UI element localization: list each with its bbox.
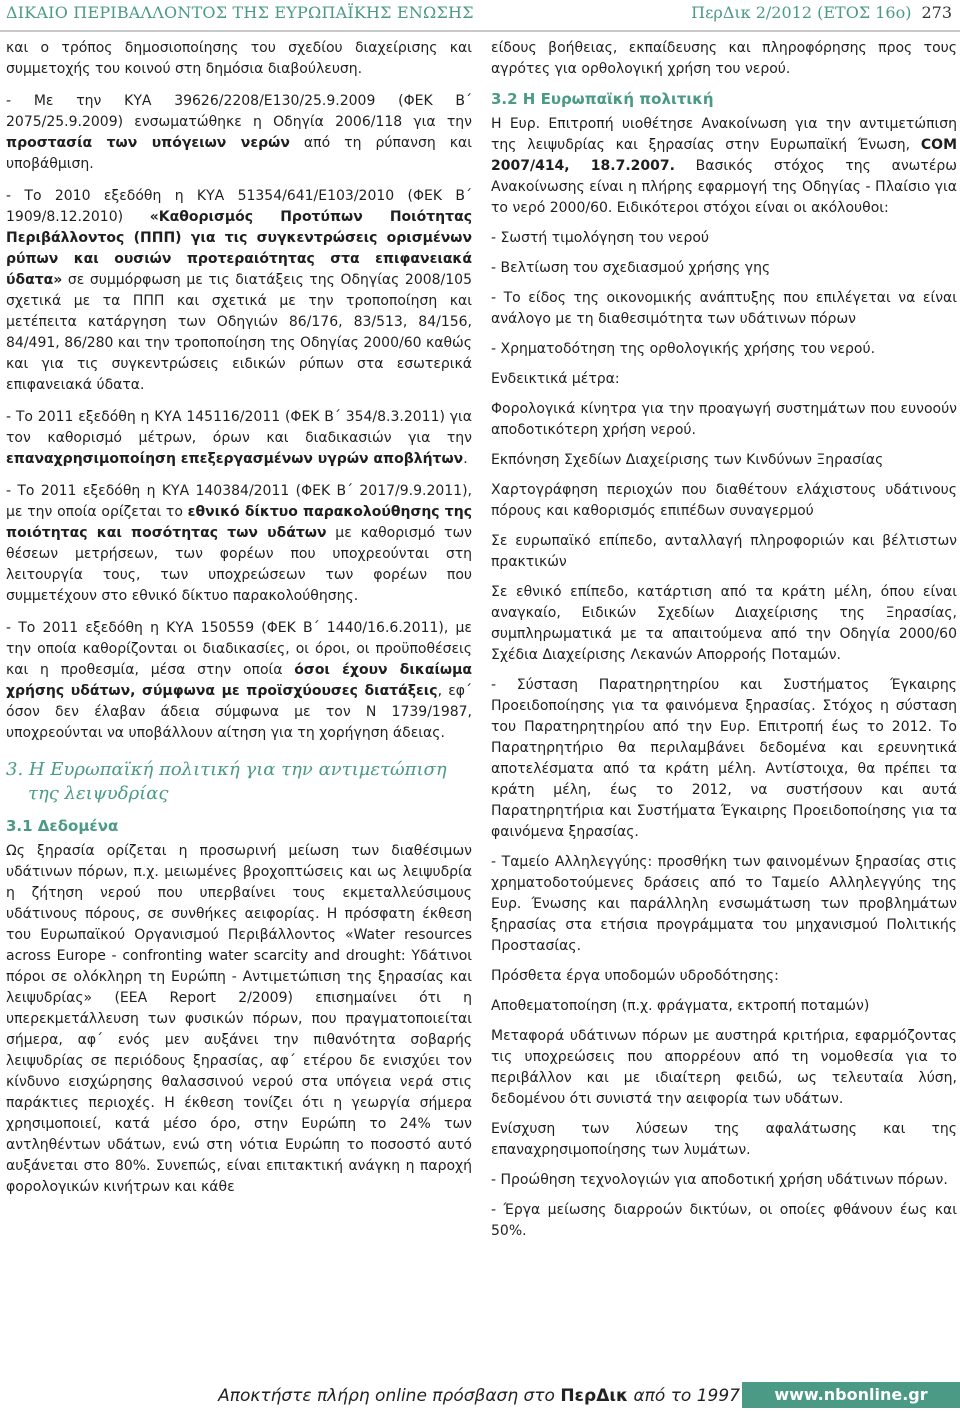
paragraph: Μεταφορά υδάτινων πόρων με αυστηρά κριτήρια, εφαρμόζοντας τις υποχρεώσεις που απορρέουν από τη νομοθεσία για το περιβάλλον και με ιδιαίτερη φειδώ, ως τελευταία λύση, δεδομένου ότι συνιστά την αειφορία των υδάτων. (491, 1028, 957, 1107)
paragraph: Φορολογικά κίνητρα για την προαγωγή συστημάτων που ευνοούν αποδοτικότερη χρήση νερού. (491, 401, 957, 438)
list-item: - Έργα μείωσης διαρροών δικτύων, οι οποίες φθάνουν έως και 50%. (491, 1202, 957, 1239)
paragraph: Αποθεματοποίηση (π.χ. φράγματα, εκτροπή ποταμών) (491, 998, 870, 1014)
paragraph: - Το 2011 εξεδόθη η ΚΥΑ 145116/2011 (ΦΕΚ Β΄ 354/8.3.2011) για τον καθορισμό μέτρων, όρων και διαδικασιών για την επαναχρησιμοποίηση επεξεργασμένων υγρών αποβλήτων. (6, 409, 472, 467)
paragraph: Σε ευρωπαϊκό επίπεδο, ανταλλαγή πληροφοριών και βέλτιστων πρακτικών (491, 533, 957, 570)
paragraph: Ενίσχυση των λύσεων της αφαλάτωσης και της επαναχρησιμοποίησης των λυμάτων. (491, 1121, 957, 1158)
paragraph: και ο τρόπος δημοσιοποίησης του σχεδίου διαχείρισης και συμμετοχής του κοινού στη δημόσια διαβούλευση. (6, 40, 472, 77)
list-item: - Σωστή τιμολόγηση του νερού (491, 230, 710, 246)
paragraph: - Σύσταση Παρατηρητηρίου και Συστήματος Έγκαιρης Προειδοποίησης για τα φαινόμενα ξηρασίας. Στόχος η σύσταση του Παρατηρητηρίου από την Ευρ. Επιτροπή έως το 2012. Το Παρατηρητήριο θα περιλαμβάνει δεδομένα και ερευνητικά αποτελέσματα από τα κράτη μέλη. Αντίστοιχα, θα πρέπει τα κράτη μέλη, έως το 2012, να συστήσουν και αυτά Παρατηρητήρια και Συστήματα Έγκαιρης Προειδοποίησης για τα φαινόμενα ξηρασίας. (491, 677, 957, 840)
paragraph: - Με την ΚΥΑ 39626/2208/Ε130/25.9.2009 (ΦΕΚ Β΄ 2075/25.9.2009) ενσωματώθηκε η Οδηγία 2006/118 για την προστασία των υπόγειων νερών από τη ρύπανση και υποβάθμιση. (6, 93, 472, 172)
paragraph: - Το 2011 εξεδόθη η ΚΥΑ 140384/2011 (ΦΕΚ Β΄ 2017/9.9.2011), με την οποία ορίζεται το εθνικό δίκτυο παρακολούθησης της ποιότητας και ποσότητας των υδάτων με καθορισμό των θέσεων μετρήσεων, των φορέων που υποχρεούνται στη λειτουργία τους, των υποχρεώσεων των φορέων που συμμετέχουν στο εθνικό δίκτυο παρακολούθησης. (6, 483, 472, 604)
paragraph: Σε εθνικό επίπεδο, κατάρτιση από τα κράτη μέλη, όπου είναι αναγκαίο, Ειδικών Σχεδίων Διαχείρισης της Ξηρασίας, συμπληρωματικά με τα απαιτούμενα από την Οδηγία 2000/60 Σχέδια Διαχείρισης Λεκανών Απορροής Ποταμών. (491, 584, 957, 663)
section-heading: 3. Η Ευρωπαϊκή πολιτική για την αντιμετώπιση της λειψυδρίας (6, 759, 447, 804)
issue-label: ΠερΔικ 2/2012 (ΕΤΟΣ 16ο) (691, 3, 912, 22)
subsection-heading: 3.2 Η Ευρωπαϊκή πολιτική (491, 90, 714, 108)
paragraph: Εκπόνηση Σχεδίων Διαχείρισης των Κινδύνων Ξηρασίας (491, 452, 884, 468)
list-item: - Χρηματοδότηση της ορθολογικής χρήσης του νερού. (491, 341, 876, 357)
list-item: - Προώθηση τεχνολογιών για αποδοτική χρήση υδάτινων πόρων. (491, 1172, 948, 1188)
paragraph: - Το 2010 εξεδόθη η ΚΥΑ 51354/641/Ε103/2010 (ΦΕΚ Β΄ 1909/8.12.2010) «Καθορισμός Προτύπων Ποιότητας Περιβάλλοντος (ΠΠΠ) για τις συγκεντρώσεις ορισμένων ρύπων και ουσιών προτεραιότητας στα επιφανειακά ύδατα» σε συμμόρφωση με τις διατάξεις της Οδηγίας 2008/105 σχετικά με τα ΠΠΠ και σχετικά με την τροποποίηση και μετέπειτα κατάργηση των Οδηγιών 86/176, 83/513, 84/156, 84/491, 86/280 και την τροποποίηση της Οδηγίας 2000/60 καθώς και για τις συγκεντρώσεις ειδικών ρύπων στα εσωτερικά επιφανειακά ύδατα. (6, 188, 472, 393)
paragraph: είδους βοήθειας, εκπαίδευσης και πληροφόρησης προς τους αγρότες για ορθολογική χρήση του νερού. (491, 40, 957, 77)
paragraph: Η Ευρ. Επιτροπή υιοθέτησε Ανακοίνωση για την αντιμετώπιση της λειψυδρίας και ξηρασίας στην Ευρωπαϊκή Ένωση, COM 2007/414, 18.7.2007. Βασικός στόχος της ανωτέρω Ανακοίνωσης είναι η πλήρης εφαρμογή της Οδηγίας - Πλαίσιο για το νερό 2000/60. Ειδικότεροι στόχοι είναι οι ακόλουθοι: (491, 116, 957, 216)
page-number: 273 (921, 3, 952, 22)
paragraph: Ως ξηρασία ορίζεται η προσωρινή μείωση των διαθέσιμων υδάτινων πόρων, π.χ. μειωμένες βροχοπτώσεις και ως λειψυδρία η ζήτηση νερού που υπερβαίνει τους εκμεταλλεύσιμους υδάτινους πόρους, σε συνθήκες αειφορίας. Η πρόσφατη έκθεση του Ευρωπαϊκού Οργανισμού Περιβάλλοντος «Water resources across Europe - confronting water scarcity and drought: Υδάτινοι πόροι σε ολόκληρη τη Ευρώπη - Αντιμετώπιση της ξηρασίας και λειψυδρίας» (EEA Report 2/2009) επισημαίνει ότι η υπερεκμετάλλευση των φυσικών πόρων, που πραγματοποιείται σήμερα, αφ΄ ενός μεν αυξάνει την πιθανότητα σοβαρής λειψυδρίας σε περιόδους ξηρασίας, αφ΄ ετέρου δε ενισχύει τον κίνδυνο εισχώρησης θαλασσινού νερού στα υπόγεια νερά στις παράκτιες περιοχές. Η έκθεση τονίζει ότι η γεωργία σήμερα χρησιμοποιεί, κατά μέσο όρο, στην Ευρώπη το 24% των αντληθέντων υδάτων, ενώ στη νότια Ευρώπη το ποσοστό αυτό αυξάνεται στο 80%. Συνεπώς, είναι επιτακτική ανάγκη η παροχή φορολογικών κινήτρων και κάθε (6, 843, 472, 1195)
paragraph: Ενδεικτικά μέτρα: (491, 371, 620, 387)
paragraph: - Ταμείο Αλληλεγγύης: προσθήκη των φαινομένων ξηρασίας στις χρηματοδοτούμενες δράσεις από το Ταμείο Αλληλεγγύης της Ευρ. Ένωσης και παράλληλη ενσωμάτωση των προβλημάτων ξηρασίας στα ετήσια προγράμματα του μηχανισμού Πολιτικής Προστασίας. (491, 854, 957, 954)
paragraph: Χαρτογράφηση περιοχών που διαθέτουν ελάχιστους υδάτινους πόρους και καθορισμός επιπέδων συναγερμού (491, 482, 957, 519)
paragraph: Πρόσθετα έργα υποδομών υδροδότησης: (491, 968, 779, 984)
page-header (0, 0, 960, 32)
list-item: - Βελτίωση του σχεδιασμού χρήσης γης (491, 260, 771, 276)
left-column (6, 38, 472, 1209)
paragraph: - Το 2011 εξεδόθη η ΚΥΑ 150559 (ΦΕΚ Β΄ 1440/16.6.2011), με την οποία καθορίζονται οι διαδικασίες, οι όροι, οι προϋποθέσεις και η προθεσμία, μέσα στην οποία όσοι έχουν δικαίωμα χρήσης υδάτων, σύμφωνα με προϊσχύουσες διατάξεις, εφ΄ όσον δεν έλαβαν άδεια σύμφωνα με τον Ν 1739/1987, υποχρεούνται να υποβάλλουν αίτηση για τη χορήγηση άδειας. (6, 620, 473, 741)
journal-title: ΔΙΚΑΙΟ ΠΕΡΙΒΑΛΛΟΝΤΟΣ ΤΗΣ ΕΥΡΩΠΑΪΚΗΣ ΕΝΩΣΗΣ (6, 3, 474, 22)
issue-info (691, 3, 952, 22)
footer-url-link[interactable]: www.nbonline.gr (742, 1382, 960, 1408)
right-column (491, 38, 957, 1251)
list-item: - Το είδος της οικονομικής ανάπτυξης που επιλέγεται να είναι ανάλογο με τη διαθεσιμότητα των υδάτινων πόρων (491, 290, 957, 327)
page-footer (0, 1380, 960, 1411)
subsection-heading: 3.1 Δεδομένα (6, 817, 119, 835)
footer-promo: Αποκτήστε πλήρη online πρόσβαση στο ΠερΔικ από το 1997 (218, 1386, 740, 1406)
